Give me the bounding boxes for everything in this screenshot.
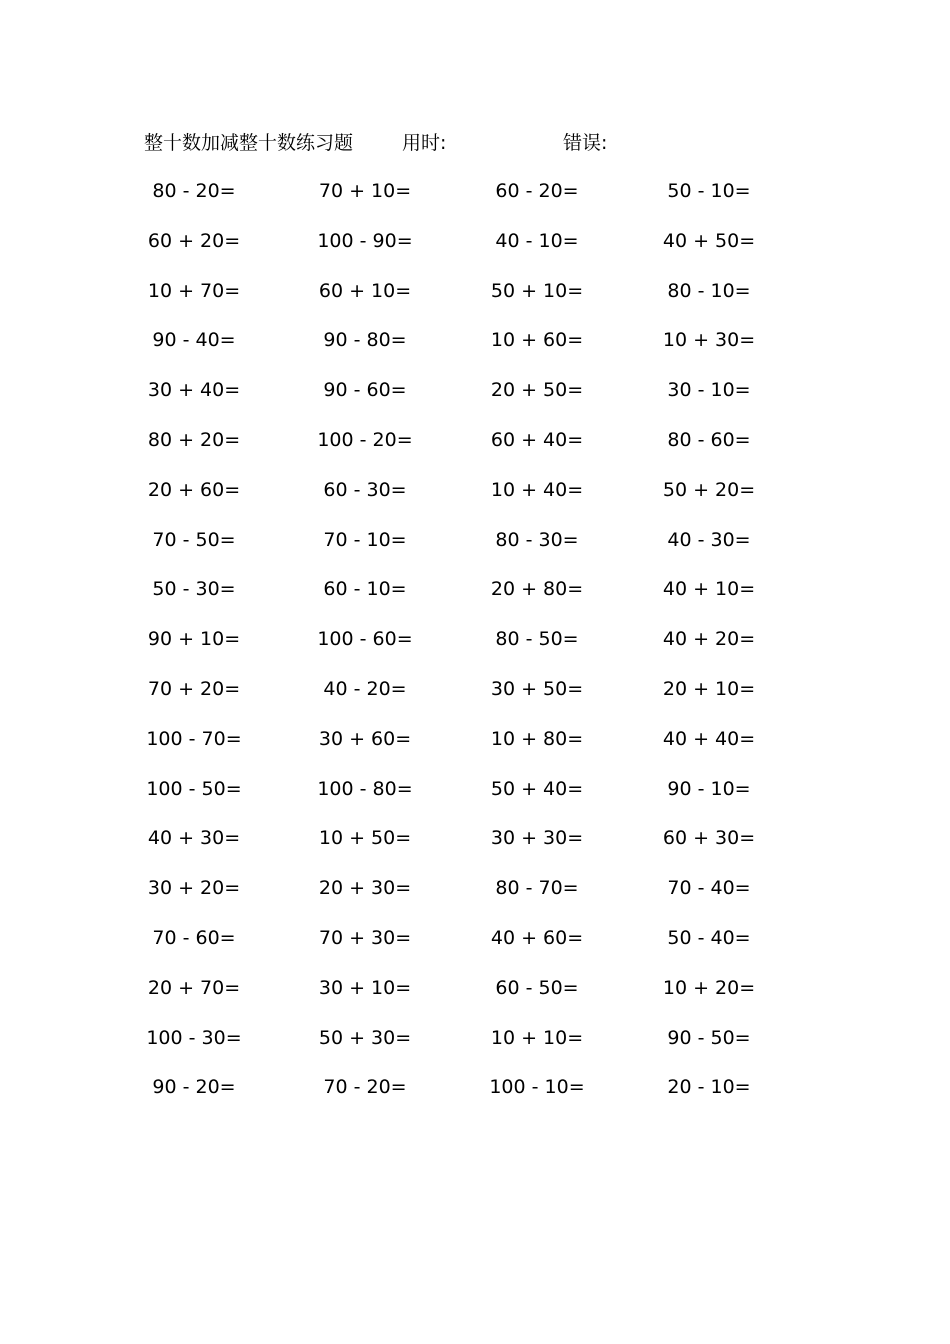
math-problem: 10 + 20= — [662, 976, 756, 999]
math-problem: 20 - 10= — [667, 1076, 751, 1099]
math-problem: 10 + 10= — [490, 1026, 584, 1049]
math-problem: 90 - 50= — [667, 1026, 751, 1049]
math-problem: 90 - 10= — [667, 777, 751, 800]
math-problem: 70 - 40= — [667, 877, 751, 900]
math-problem: 90 - 40= — [152, 329, 236, 352]
math-problem: 20 + 60= — [147, 478, 241, 501]
problem-row — [0, 774, 950, 824]
math-problem: 80 - 70= — [495, 877, 579, 900]
math-problem: 60 + 10= — [318, 279, 412, 302]
math-problem: 40 + 50= — [662, 229, 756, 252]
time-used-label: 用时: — [402, 132, 447, 154]
math-problem: 20 + 10= — [662, 677, 756, 700]
error-count-label: 错误: — [563, 132, 608, 154]
math-problem: 40 - 20= — [323, 677, 407, 700]
problem-row — [0, 923, 950, 973]
math-problem: 10 + 80= — [490, 727, 584, 750]
math-problem: 80 - 60= — [667, 428, 751, 451]
problem-row — [0, 724, 950, 774]
math-problem: 40 - 10= — [495, 229, 579, 252]
math-problem: 20 + 70= — [147, 976, 241, 999]
math-problem: 80 - 20= — [152, 180, 236, 202]
problem-row — [0, 325, 950, 375]
math-problem: 70 + 30= — [318, 926, 412, 949]
math-problem: 30 + 30= — [490, 827, 584, 850]
math-problem: 40 + 20= — [662, 628, 756, 651]
math-problem: 100 - 90= — [317, 229, 413, 252]
math-problem: 50 - 40= — [667, 926, 751, 949]
math-problem: 60 + 40= — [490, 428, 584, 451]
math-problem: 90 - 60= — [323, 379, 407, 402]
problem-row — [0, 475, 950, 525]
math-problem: 50 - 10= — [667, 180, 751, 202]
math-problem: 100 - 60= — [317, 628, 413, 651]
math-problem: 100 - 70= — [146, 727, 242, 750]
math-problem: 50 + 40= — [490, 777, 584, 800]
math-problem: 40 + 10= — [662, 578, 756, 601]
problem-row — [0, 1023, 950, 1073]
problem-row — [0, 176, 950, 226]
math-problem: 60 - 30= — [323, 478, 407, 501]
math-problem: 10 + 70= — [147, 279, 241, 302]
math-problem: 70 - 20= — [323, 1076, 407, 1099]
math-problem: 70 - 50= — [152, 528, 236, 551]
problem-row — [0, 1072, 950, 1122]
math-problem: 30 + 10= — [318, 976, 412, 999]
math-problem: 90 + 10= — [147, 628, 241, 651]
math-problem: 30 - 10= — [667, 379, 751, 402]
math-problem: 40 + 40= — [662, 727, 756, 750]
problem-row — [0, 674, 950, 724]
math-problem: 70 + 20= — [147, 677, 241, 700]
math-problem: 60 + 20= — [147, 229, 241, 252]
math-problem: 50 + 20= — [662, 478, 756, 501]
math-problem: 100 - 50= — [146, 777, 242, 800]
math-problem: 10 + 30= — [662, 329, 756, 352]
problem-row — [0, 375, 950, 425]
problem-row — [0, 823, 950, 873]
math-problem: 100 - 30= — [146, 1026, 242, 1049]
problem-row — [0, 873, 950, 923]
math-problem: 50 - 30= — [152, 578, 236, 601]
math-problem: 40 - 30= — [667, 528, 751, 551]
math-problem: 70 - 10= — [323, 528, 407, 551]
math-problem: 10 + 60= — [490, 329, 584, 352]
math-problem: 30 + 60= — [318, 727, 412, 750]
problem-row — [0, 624, 950, 674]
math-problem: 70 + 10= — [318, 180, 412, 202]
worksheet-title: 整十数加减整十数练习题 — [144, 132, 354, 154]
math-problem: 60 + 30= — [662, 827, 756, 850]
math-problem: 20 + 80= — [490, 578, 584, 601]
problem-row — [0, 425, 950, 475]
problem-row — [0, 226, 950, 276]
math-problem: 10 + 50= — [318, 827, 412, 850]
math-problem: 30 + 20= — [147, 877, 241, 900]
problem-grid — [0, 176, 950, 1122]
problem-row — [0, 973, 950, 1023]
problem-row — [0, 525, 950, 575]
math-problem: 60 - 50= — [495, 976, 579, 999]
math-problem: 80 - 50= — [495, 628, 579, 651]
math-problem: 30 + 40= — [147, 379, 241, 402]
math-problem: 20 + 30= — [318, 877, 412, 900]
math-problem: 100 - 80= — [317, 777, 413, 800]
math-problem: 60 - 10= — [323, 578, 407, 601]
math-problem: 100 - 10= — [489, 1076, 585, 1099]
math-problem: 10 + 40= — [490, 478, 584, 501]
math-problem: 50 + 30= — [318, 1026, 412, 1049]
math-problem: 60 - 20= — [495, 180, 579, 202]
math-problem: 20 + 50= — [490, 379, 584, 402]
math-problem: 50 + 10= — [490, 279, 584, 302]
math-problem: 80 - 30= — [495, 528, 579, 551]
problem-row — [0, 276, 950, 326]
math-problem: 40 + 30= — [147, 827, 241, 850]
math-problem: 100 - 20= — [317, 428, 413, 451]
math-problem: 40 + 60= — [490, 926, 584, 949]
problem-row — [0, 574, 950, 624]
math-problem: 30 + 50= — [490, 677, 584, 700]
math-problem: 90 - 20= — [152, 1076, 236, 1099]
math-problem: 70 - 60= — [152, 926, 236, 949]
math-problem: 80 - 10= — [667, 279, 751, 302]
math-problem: 90 - 80= — [323, 329, 407, 352]
worksheet-header — [0, 128, 950, 158]
math-problem: 80 + 20= — [147, 428, 241, 451]
